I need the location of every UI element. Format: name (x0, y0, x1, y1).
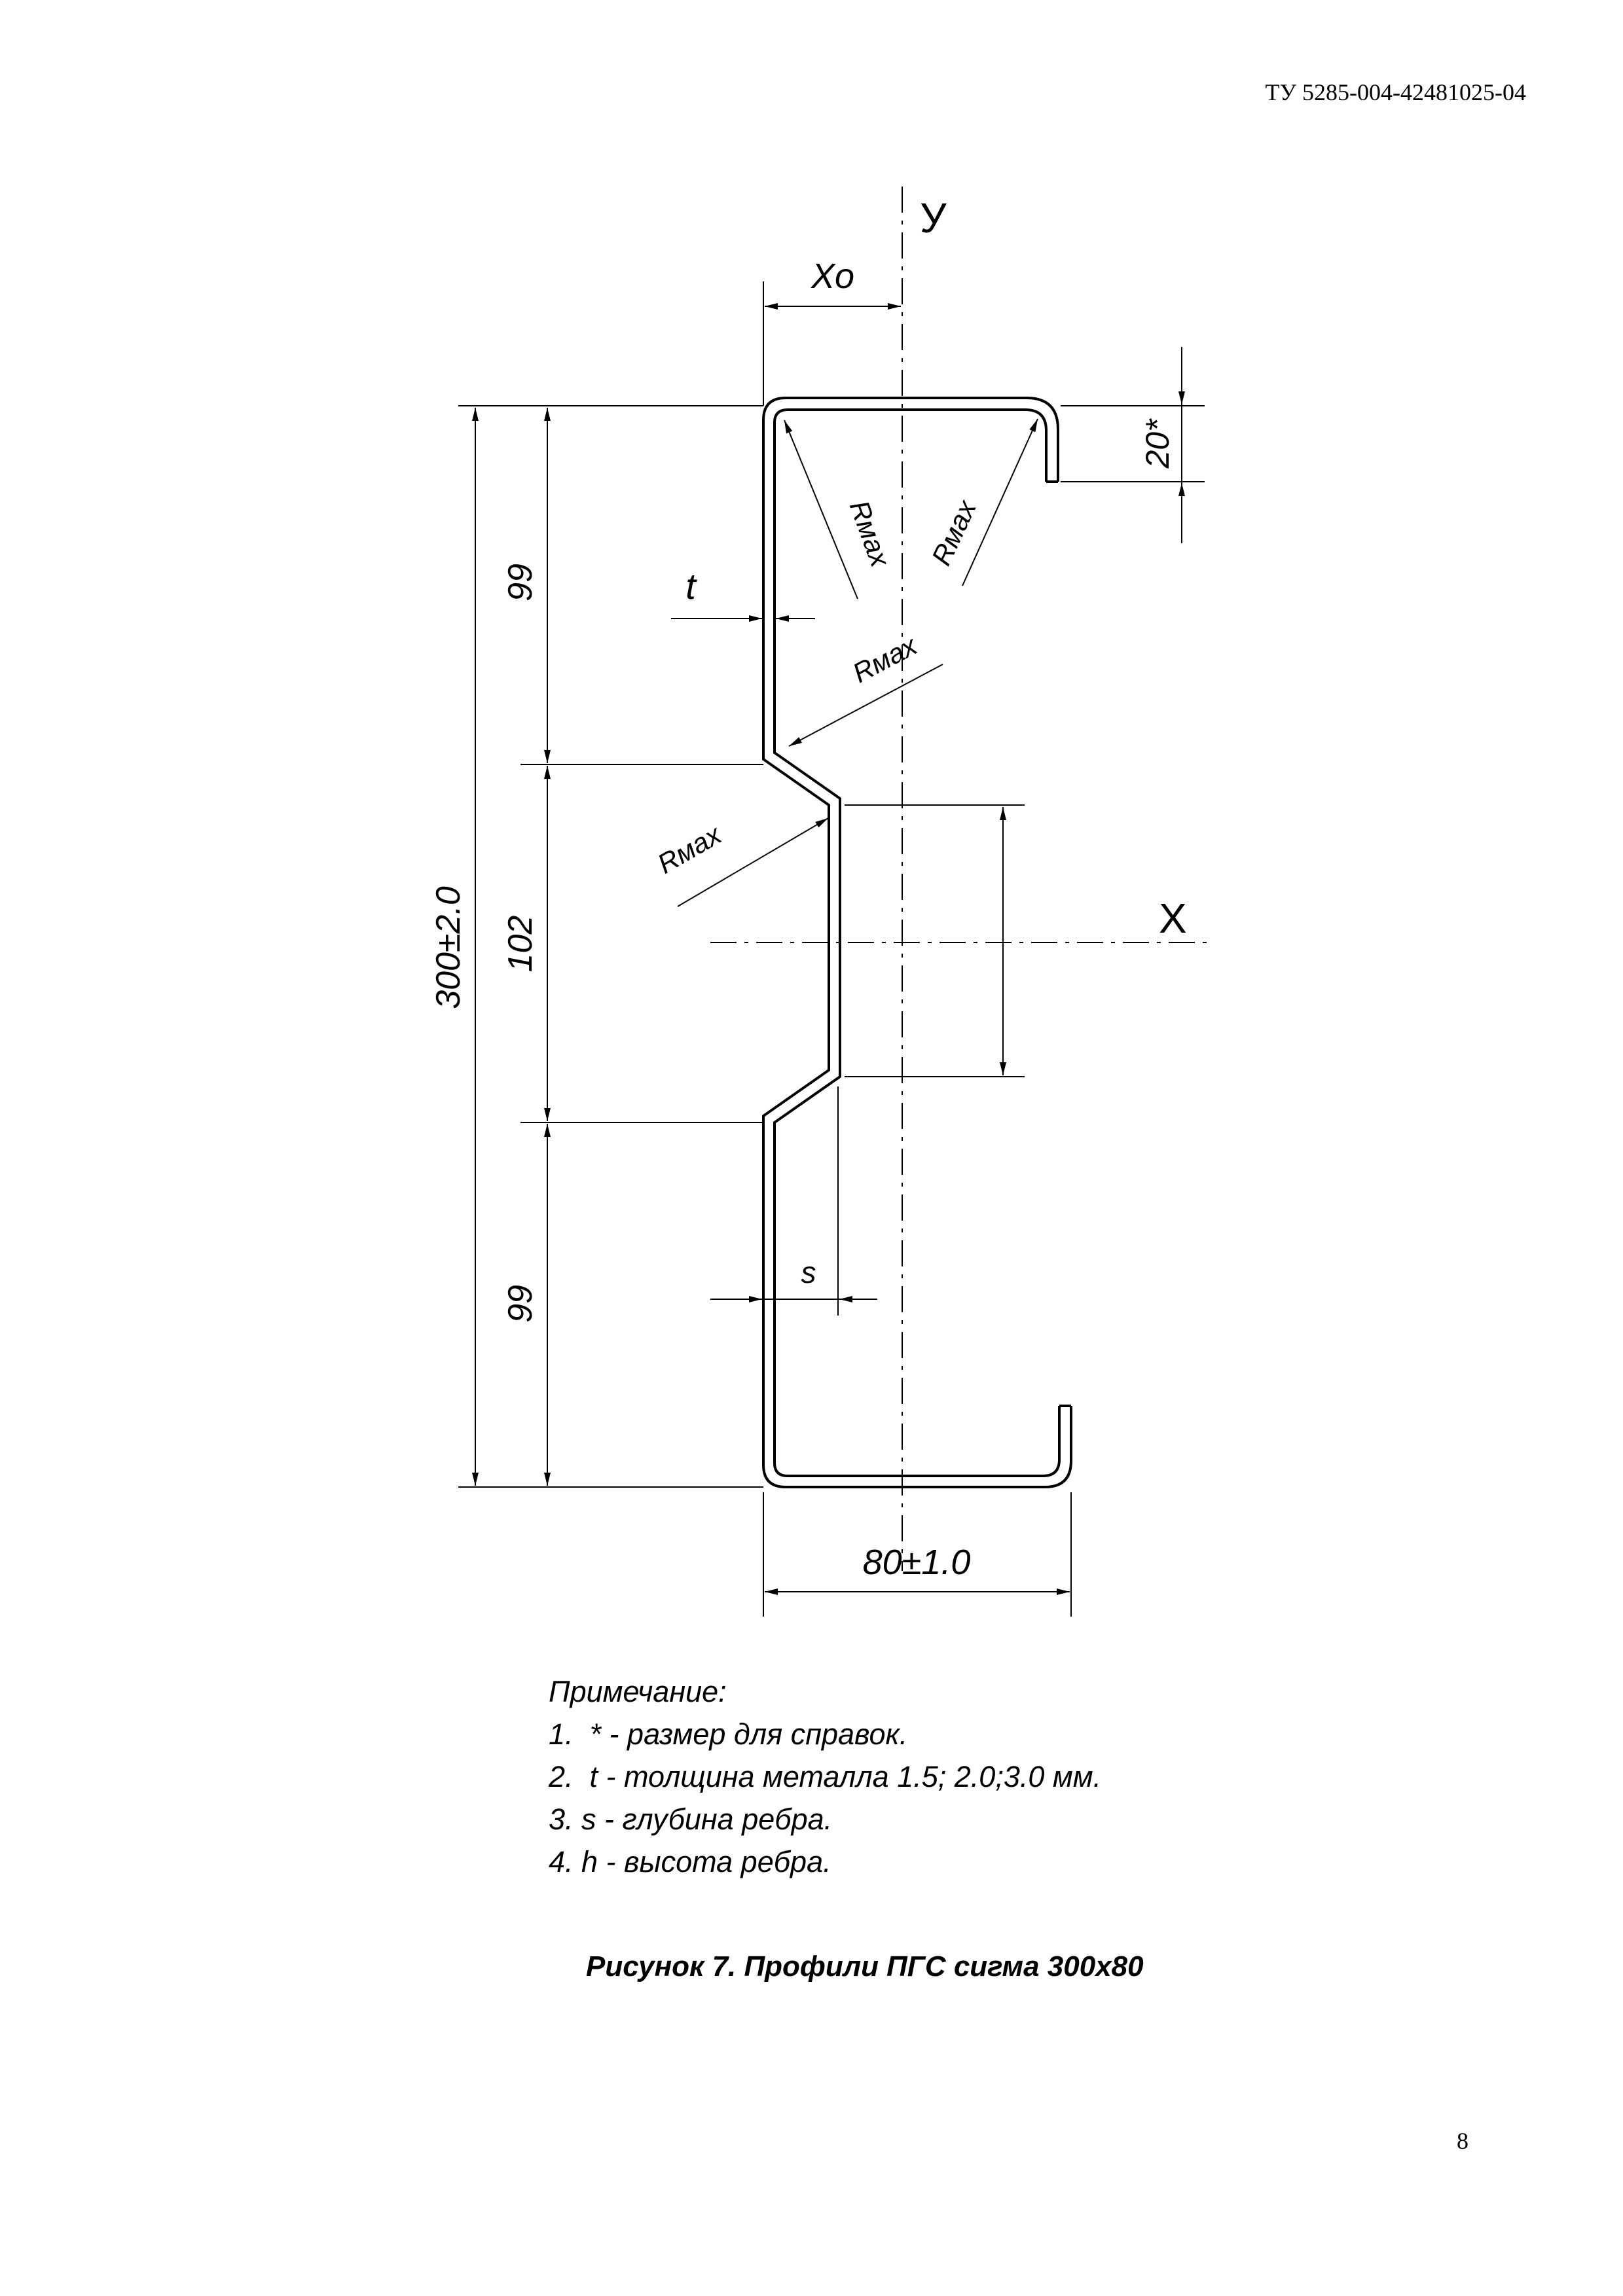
dim-top-segment: 99 (501, 564, 539, 601)
figure-caption: Рисунок 7. Профили ПГС сигма 300х80 (586, 1950, 1144, 1982)
dim-width: 80±1.0 (862, 1543, 971, 1582)
radius-leader-2 (962, 419, 1038, 586)
radius-label-2: Rмах (925, 495, 983, 570)
dim-total-height: 300±2.0 (429, 886, 467, 1009)
dim-s: s (801, 1255, 816, 1289)
axis-y-label: У (920, 194, 947, 242)
extension-lines (458, 281, 1205, 1617)
dim-t: t (685, 565, 696, 607)
note-item-1: 1. * - размер для справок. (549, 1717, 908, 1751)
dim-bottom-segment: 99 (501, 1285, 539, 1323)
dim-xo: Xo (811, 257, 855, 296)
radius-label-4: Rмах (652, 819, 727, 880)
note-item-4: 4. h - высота ребра. (549, 1845, 831, 1878)
axis-x-label: X (1159, 895, 1187, 942)
radius-label-1: Rмах (843, 496, 896, 571)
note-item-3: 3. s - глубина ребра. (549, 1803, 833, 1836)
page-number: 8 (1457, 2128, 1468, 2154)
notes-title: Примечание: (549, 1675, 727, 1708)
notes-block (549, 1670, 1101, 1883)
dim-lip: 20* (1139, 419, 1176, 469)
document-code: ТУ 5285-004-42481025-04 (1265, 79, 1526, 105)
radius-label-3: Rмах (847, 630, 922, 689)
note-item-2: 2. t - толщина металла 1.5; 2.0;3.0 мм. (549, 1760, 1102, 1793)
dim-middle-segment: 102 (501, 915, 539, 973)
